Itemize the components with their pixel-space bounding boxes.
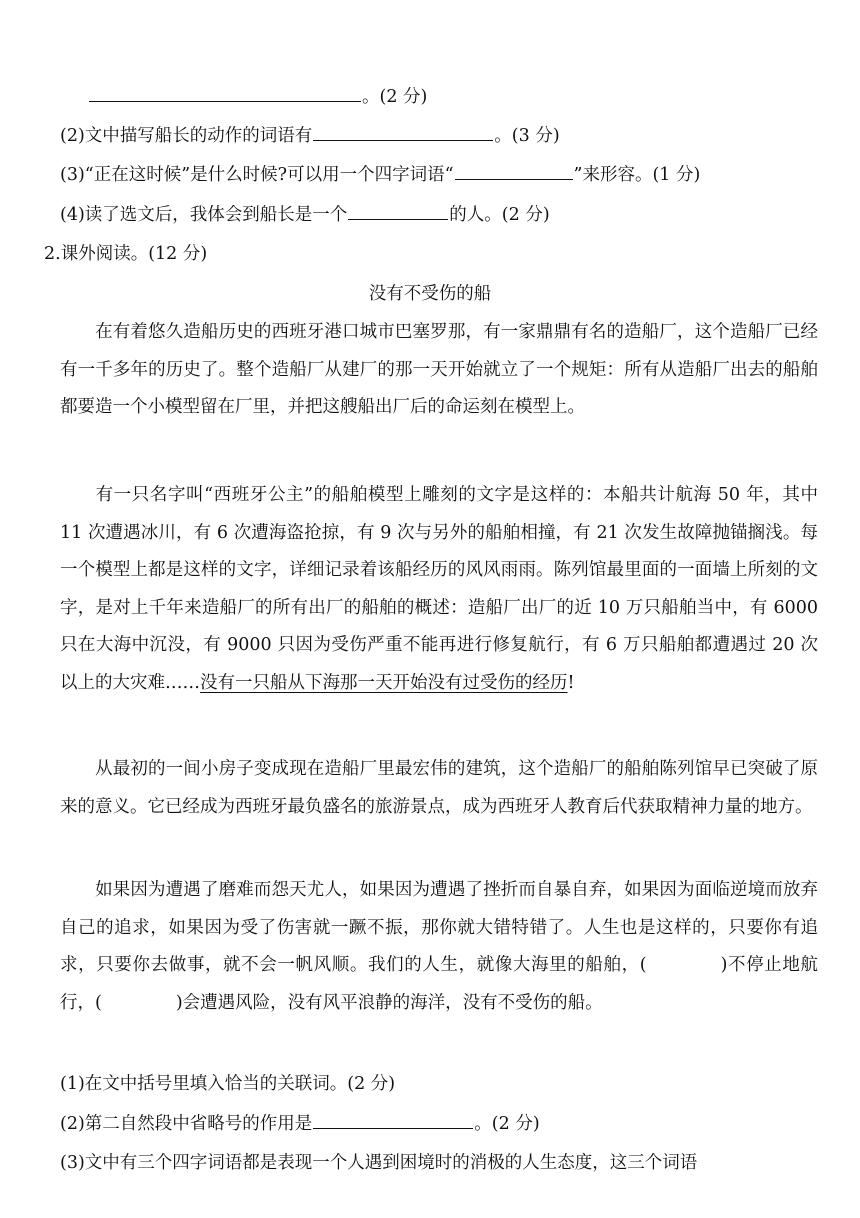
- score-note: 。(3 分): [494, 126, 560, 146]
- sub-question-3: (3)文中有三个四字词语都是表现一个人遇到困境时的消极的人生态度，这三个词语: [60, 1153, 698, 1173]
- answer-blank[interactable]: [89, 84, 361, 102]
- paragraph-3: 从最初的一间小房子变成现在造船厂里最宏伟的建筑，这个造船厂的船舶陈列馆早已突破了原来的意义。它已经成为西班牙最负盛名的旅游景点，成为西班牙人教育后代获取精神力量的地方。: [60, 759, 818, 817]
- sub-question-1: (1)在文中括号里填入恰当的关联词。(2 分): [60, 1074, 396, 1094]
- question-4: [60, 202, 550, 227]
- answer-blank[interactable]: [313, 123, 493, 141]
- question-3: [60, 162, 700, 187]
- question-2: [60, 123, 560, 148]
- score-note: 的人。(2 分): [449, 205, 550, 225]
- sub-question-2: [60, 1111, 540, 1136]
- answer-blank[interactable]: [455, 162, 573, 180]
- paragraph-1: 在有着悠久造船历史的西班牙港口城市巴塞罗那，有一家鼎鼎有名的造船厂，这个造船厂已经有一千多年的历史了。整个造船厂从建厂的那一天开始就立了一个规矩：所有从造船厂出去的船舶都要造一个小模型留在厂里，并把这艘船出厂后的命运刻在模型上。: [60, 322, 818, 417]
- question-text: (4)读了选文后，我体会到船长是一个: [60, 205, 348, 225]
- score-note: 。(2 分): [474, 1114, 540, 1134]
- question-text: (2)文中描写船长的动作的词语有: [60, 126, 313, 146]
- answer-line-1: [88, 84, 427, 109]
- passage-title: 没有不受伤的船: [368, 284, 492, 304]
- section-heading: 2.课外阅读。(12 分): [44, 244, 208, 264]
- score-note: 。(2 分): [362, 87, 428, 107]
- underlined-sentence: 没有一只船从下海那一天开始没有过受伤的经历: [200, 672, 568, 693]
- answer-blank[interactable]: [348, 202, 448, 220]
- paragraph-2: 有一只名字叫“西班牙公主”的船舶模型上雕刻的文字是这样的：本船共计航海 50 年，其中 11 次遭遇冰川，有 6 次遭海盗抢掠，有 9 次与另外的船舶相撞，有 21 次发生故障抛锚搁浅。每一个模型上都是这样的文字，详细记录着该船经历的风风雨雨。陈列馆最里面的一面墙上所刻的文字，是对上千年来造船厂的所有出厂的船舶的概述：造船厂出厂的近 10 万只船舶当中，有 6000 只在大海中沉没，有 9000 只因为受伤严重不能再进行修复航行，有 6 万只船舶都遭遇过 20 次以上的大灾难……没有一只船从下海那一天开始没有过受伤的经历!: [60, 485, 818, 693]
- answer-blank[interactable]: [313, 1111, 473, 1129]
- question-text: (2)第二自然段中省略号的作用是: [60, 1114, 313, 1134]
- question-text: (3)“正在这时候”是什么时候?可以用一个四字词语“: [60, 165, 454, 185]
- score-note: ”来形容。(1 分): [573, 165, 701, 185]
- paragraph-4: 如果因为遭遇了磨难而怨天尤人，如果因为遭遇了挫折而自暴自弃，如果因为面临逆境而放弃自己的追求，如果因为受了伤害就一蹶不振，那你就大错特错了。人生也是这样的，只要你有追求，只要你去做事，就不会一帆风顺。我们的人生，就像大海里的船舶，( )不停止地航行，( )会遭遇风险，没有风平浪静的海洋，没有不受伤的船。: [60, 880, 819, 1013]
